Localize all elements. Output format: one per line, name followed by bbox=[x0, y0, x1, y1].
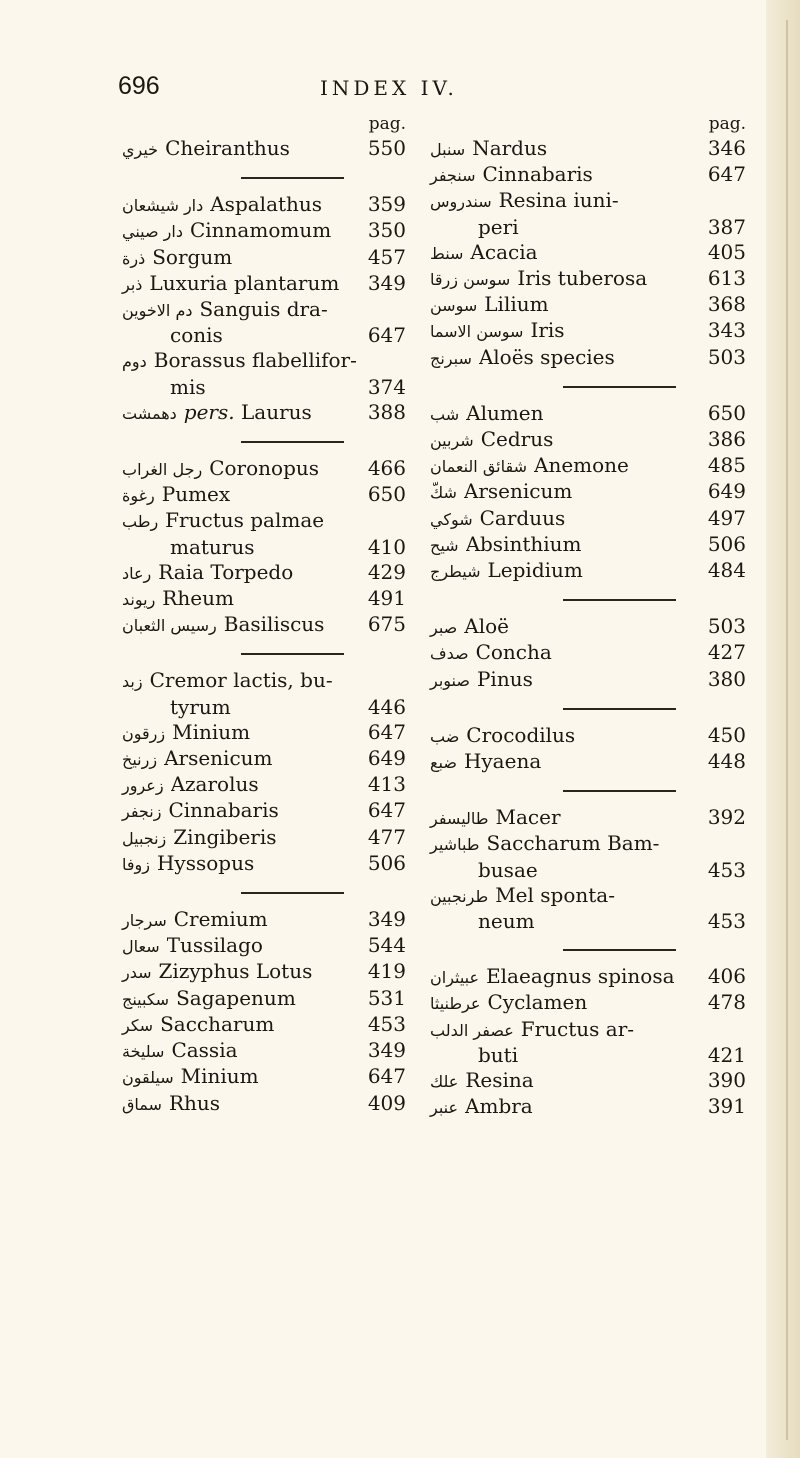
index-entry bbox=[430, 1094, 746, 1120]
page-ref: 649 bbox=[367, 746, 406, 771]
index-entry bbox=[122, 851, 406, 877]
arabic-term: طرنجبين bbox=[430, 886, 489, 906]
arabic-term: سكبينج bbox=[122, 989, 170, 1009]
latin-term: tyrum bbox=[170, 694, 231, 719]
arabic-term: سنجفر bbox=[430, 166, 476, 186]
page-ref: 466 bbox=[367, 456, 406, 481]
index-entry bbox=[122, 136, 406, 162]
latin-term: Cinnabaris bbox=[168, 798, 279, 823]
arabic-term: صنوبر bbox=[430, 670, 470, 690]
latin-term: Iris tuberosa bbox=[517, 266, 648, 291]
arabic-term: سليخة bbox=[122, 1042, 165, 1062]
index-entry bbox=[122, 508, 406, 534]
index-entry bbox=[430, 883, 746, 909]
latin-term: Fructus palmae bbox=[165, 508, 325, 533]
page-number: 696 bbox=[118, 72, 160, 100]
arabic-term: سدر bbox=[122, 963, 152, 983]
index-entry bbox=[430, 667, 746, 693]
page-ref: 409 bbox=[367, 1090, 406, 1115]
arabic-term: زنجفر bbox=[122, 802, 162, 822]
arabic-term: سماق bbox=[122, 1094, 162, 1114]
index-entry-continuation bbox=[122, 323, 406, 348]
latin-term: Macer bbox=[495, 805, 561, 830]
arabic-term: سبرنج bbox=[430, 348, 472, 368]
page-ref: 649 bbox=[707, 479, 746, 504]
arabic-term: شقائق النعمان bbox=[430, 457, 527, 477]
arabic-term: دار شيشعان bbox=[122, 196, 204, 216]
arabic-term: ذبر bbox=[122, 274, 143, 294]
index-entry bbox=[430, 240, 746, 266]
page-ref: 485 bbox=[707, 453, 746, 478]
index-entry bbox=[122, 218, 406, 244]
index-entry bbox=[122, 400, 406, 426]
arabic-term: شكّ bbox=[430, 483, 457, 503]
index-entry bbox=[430, 188, 746, 214]
section-separator bbox=[430, 934, 746, 964]
arabic-term: سنبل bbox=[430, 140, 466, 159]
page-ref: 448 bbox=[707, 749, 746, 774]
arabic-term: رسيس الثعبان bbox=[122, 616, 217, 636]
latin-term: Ambra bbox=[465, 1094, 533, 1119]
index-entry bbox=[122, 798, 406, 824]
latin-term: Basiliscus bbox=[223, 612, 325, 637]
arabic-term: خيري bbox=[122, 140, 159, 159]
index-entry bbox=[430, 964, 746, 990]
index-entry bbox=[122, 586, 406, 612]
index-entry bbox=[122, 560, 406, 586]
arabic-term: زبد bbox=[122, 672, 143, 692]
index-entry bbox=[122, 245, 406, 271]
latin-term: Rheum bbox=[162, 586, 234, 611]
page-ref: 647 bbox=[367, 1064, 406, 1089]
page-ref: 503 bbox=[707, 614, 746, 639]
page-ref: 531 bbox=[367, 985, 406, 1010]
arabic-term: صبر bbox=[430, 618, 458, 638]
arabic-term: عصفر الدلب bbox=[430, 1020, 514, 1040]
page-ref: 406 bbox=[707, 964, 746, 989]
latin-term: Resina bbox=[465, 1068, 534, 1093]
arabic-term: دهمشت bbox=[122, 403, 177, 423]
latin-term: Arsenicum bbox=[164, 746, 273, 771]
page-ref: 405 bbox=[707, 239, 746, 264]
arabic-term: دم الاخوين bbox=[122, 301, 193, 321]
latin-term: Crocodilus bbox=[466, 722, 576, 747]
latin-term: Saccharum Bam- bbox=[486, 831, 660, 856]
arabic-term: ريوند bbox=[122, 590, 156, 610]
page-ref: 391 bbox=[707, 1094, 746, 1119]
index-entry bbox=[122, 772, 406, 798]
index-entry bbox=[122, 297, 406, 323]
latin-term: Zizyphus Lotus bbox=[158, 959, 313, 984]
latin-term: maturus bbox=[170, 534, 255, 559]
arabic-term: رغوة bbox=[122, 486, 155, 506]
index-entry bbox=[122, 907, 406, 933]
page-ref: 413 bbox=[367, 772, 406, 797]
index-entry-continuation bbox=[430, 858, 746, 883]
index-column-right bbox=[430, 112, 746, 1121]
pag-label: pag. bbox=[708, 114, 746, 134]
arabic-term: رجل الغراب bbox=[122, 460, 203, 480]
index-entry bbox=[122, 668, 406, 694]
latin-term: Cedrus bbox=[480, 427, 554, 452]
latin-term: busae bbox=[478, 857, 538, 882]
arabic-term: سيلقون bbox=[122, 1068, 174, 1088]
index-entry bbox=[430, 266, 746, 292]
arabic-term: زنجبيل bbox=[122, 828, 167, 848]
latin-term: Sorgum bbox=[152, 244, 233, 269]
page-ref: 675 bbox=[367, 612, 406, 637]
latin-term: Minium bbox=[172, 719, 251, 744]
arabic-term: طاليسفر bbox=[430, 809, 489, 829]
index-entry bbox=[430, 990, 746, 1016]
section-separator bbox=[122, 877, 406, 907]
index-entry bbox=[430, 723, 746, 749]
index-entry bbox=[122, 456, 406, 482]
latin-term: Cremor lactis, bu- bbox=[149, 668, 333, 693]
arabic-term: سوسن الاسما bbox=[430, 322, 524, 342]
latin-term: Hyssopus bbox=[156, 850, 255, 875]
index-entry bbox=[430, 532, 746, 558]
index-entry bbox=[122, 271, 406, 297]
page-ref: 429 bbox=[367, 559, 406, 584]
pag-label: pag. bbox=[368, 114, 406, 134]
page-ref: 349 bbox=[367, 270, 406, 295]
latin-term: Pumex bbox=[161, 482, 231, 507]
page-ref: 544 bbox=[367, 933, 406, 958]
arabic-term: سعال bbox=[122, 937, 160, 957]
arabic-term: ضبع bbox=[430, 753, 457, 773]
index-entry-continuation bbox=[122, 375, 406, 400]
section-separator bbox=[430, 693, 746, 723]
page-ref: 484 bbox=[707, 558, 746, 583]
index-entry bbox=[430, 506, 746, 532]
arabic-term: زوفا bbox=[122, 854, 150, 874]
page-ref: 491 bbox=[367, 586, 406, 611]
latin-term: Cyclamen bbox=[487, 990, 588, 1015]
latin-term: Cinnamomum bbox=[189, 218, 332, 243]
section-separator bbox=[430, 584, 746, 614]
arabic-term: صدف bbox=[430, 644, 469, 664]
index-entry bbox=[430, 558, 746, 584]
index-entry bbox=[430, 614, 746, 640]
index-column-left bbox=[122, 112, 406, 1117]
latin-term: buti bbox=[478, 1042, 519, 1067]
arabic-term: عرطنيثا bbox=[430, 994, 481, 1014]
section-separator bbox=[430, 371, 746, 401]
arabic-term: شيطرج bbox=[430, 562, 481, 582]
arabic-term: شربين bbox=[430, 431, 474, 451]
arabic-term: ضب bbox=[430, 726, 460, 746]
page-ref: 346 bbox=[707, 136, 746, 160]
index-entry bbox=[122, 1064, 406, 1090]
page-ref: 650 bbox=[707, 400, 746, 425]
page-ref: 453 bbox=[707, 857, 746, 882]
page-ref: 506 bbox=[367, 850, 406, 875]
index-entry bbox=[122, 986, 406, 1012]
page-ref: 477 bbox=[367, 824, 406, 849]
section-separator bbox=[122, 638, 406, 668]
latin-term: Coronopus bbox=[209, 456, 320, 481]
section-separator bbox=[122, 426, 406, 456]
index-entry bbox=[430, 162, 746, 188]
index-entry bbox=[430, 453, 746, 479]
index-entry bbox=[122, 482, 406, 508]
index-entry bbox=[430, 427, 746, 453]
index-entry-continuation bbox=[430, 909, 746, 934]
running-head: INDEX IV. bbox=[320, 76, 458, 100]
latin-term: Mel sponta- bbox=[495, 882, 615, 907]
page-ref: 550 bbox=[367, 136, 406, 160]
latin-term: Luxuria plantarum bbox=[149, 270, 340, 295]
index-entry bbox=[122, 192, 406, 218]
latin-term: Anemone bbox=[534, 453, 629, 478]
section-separator bbox=[430, 775, 746, 805]
latin-term: Rhus bbox=[168, 1090, 221, 1115]
page-ref: 647 bbox=[367, 719, 406, 744]
page-edge bbox=[766, 0, 800, 1458]
page-ref: 478 bbox=[707, 990, 746, 1015]
latin-term: Alumen bbox=[466, 400, 544, 425]
page-ref: 387 bbox=[707, 214, 746, 239]
index-entry bbox=[430, 479, 746, 505]
page-ref: 349 bbox=[367, 1038, 406, 1063]
latin-term: Cinnabaris bbox=[482, 162, 593, 187]
index-entry bbox=[122, 1091, 406, 1117]
latin-term: Raia Torpedo bbox=[158, 559, 294, 584]
section-separator bbox=[122, 162, 406, 192]
index-entry bbox=[122, 933, 406, 959]
index-entry bbox=[122, 959, 406, 985]
index-entry-continuation bbox=[122, 535, 406, 560]
latin-term: Absinthium bbox=[465, 531, 582, 556]
page-ref: 506 bbox=[707, 531, 746, 556]
index-entry-continuation bbox=[122, 695, 406, 720]
latin-term: Minium bbox=[180, 1064, 259, 1089]
index-entry bbox=[430, 1017, 746, 1043]
latin-term: Cheiranthus bbox=[165, 136, 290, 160]
page-ref: 453 bbox=[707, 909, 746, 934]
page-ref: 647 bbox=[367, 798, 406, 823]
arabic-term: شب bbox=[430, 404, 460, 424]
page-ref: 386 bbox=[707, 427, 746, 452]
page-ref: 392 bbox=[707, 805, 746, 830]
page-ref: 497 bbox=[707, 505, 746, 530]
index-entry bbox=[122, 612, 406, 638]
index-entry bbox=[430, 136, 746, 162]
page-ref: 650 bbox=[367, 482, 406, 507]
arabic-term: عبيثران bbox=[430, 968, 480, 988]
arabic-term: رطب bbox=[122, 512, 159, 532]
latin-term: mis bbox=[170, 374, 206, 399]
arabic-term: شيح bbox=[430, 535, 459, 555]
index-entry bbox=[122, 348, 406, 374]
page-ref: 368 bbox=[707, 292, 746, 317]
latin-term: Zingiberis bbox=[173, 824, 277, 849]
arabic-term: سندروس bbox=[430, 192, 492, 212]
page-ref: 446 bbox=[367, 694, 406, 719]
index-entry bbox=[430, 401, 746, 427]
latin-term: Saccharum bbox=[160, 1011, 275, 1036]
latin-term: Sanguis dra- bbox=[199, 297, 328, 322]
arabic-term: دوم bbox=[122, 352, 147, 372]
latin-term: pers. Laurus bbox=[183, 399, 312, 424]
latin-term: Cassia bbox=[171, 1038, 238, 1063]
latin-term: Lilium bbox=[484, 292, 549, 317]
page-ref: 419 bbox=[367, 959, 406, 984]
latin-term: Arsenicum bbox=[463, 479, 573, 504]
latin-term: Fructus ar- bbox=[520, 1016, 635, 1041]
page-ref: 359 bbox=[367, 192, 406, 217]
latin-term: Aspalathus bbox=[210, 192, 323, 217]
latin-term: Cremium bbox=[173, 907, 268, 932]
index-entry bbox=[430, 318, 746, 344]
arabic-term: سوسن زرقا bbox=[430, 270, 511, 290]
page-ref: 410 bbox=[367, 534, 406, 559]
index-entry bbox=[122, 1012, 406, 1038]
arabic-term: عنبر bbox=[430, 1098, 459, 1118]
page-header bbox=[118, 72, 678, 106]
latin-term: Aloës species bbox=[478, 344, 615, 369]
latin-term: Azarolus bbox=[170, 772, 259, 797]
latin-term: Elaeagnus spinosa bbox=[486, 964, 675, 989]
page-ref: 503 bbox=[707, 344, 746, 369]
latin-term: Acacia bbox=[470, 239, 538, 264]
arabic-term: طباشير bbox=[430, 835, 480, 855]
index-entry-continuation bbox=[430, 1043, 746, 1068]
page-ref: 457 bbox=[367, 244, 406, 269]
latin-term: Nardus bbox=[472, 136, 548, 160]
latin-term: Concha bbox=[475, 640, 552, 665]
latin-term: Borassus flabellifor- bbox=[153, 348, 357, 373]
latin-term: Carduus bbox=[479, 505, 566, 530]
index-entry bbox=[430, 831, 746, 857]
arabic-term: شوكي bbox=[430, 509, 473, 529]
arabic-term: زرقون bbox=[122, 723, 166, 743]
page-ref: 390 bbox=[707, 1068, 746, 1093]
index-entry bbox=[122, 720, 406, 746]
latin-term: Tussilago bbox=[166, 933, 263, 958]
index-entry bbox=[122, 825, 406, 851]
page-ref: 453 bbox=[367, 1011, 406, 1036]
index-entry-continuation bbox=[430, 215, 746, 240]
index-entry bbox=[430, 805, 746, 831]
latin-term: Iris bbox=[530, 318, 565, 343]
index-entry bbox=[430, 1068, 746, 1094]
arabic-term: سوسن bbox=[430, 296, 478, 316]
arabic-term: زعرور bbox=[122, 776, 164, 796]
index-entry bbox=[430, 292, 746, 318]
page-ref: 427 bbox=[707, 640, 746, 665]
latin-term: neum bbox=[478, 909, 535, 934]
page-ref: 380 bbox=[707, 666, 746, 691]
page-edge-line bbox=[786, 20, 788, 1440]
arabic-term: زرنيخ bbox=[122, 750, 158, 770]
index-entry bbox=[430, 749, 746, 775]
index-entry bbox=[430, 345, 746, 371]
arabic-term: سكر bbox=[122, 1015, 154, 1035]
page-ref: 647 bbox=[707, 162, 746, 187]
latin-term: Pinus bbox=[476, 666, 533, 691]
index-entry bbox=[430, 640, 746, 666]
latin-term: Sagapenum bbox=[176, 985, 296, 1010]
page-ref: 374 bbox=[367, 374, 406, 399]
latin-term: conis bbox=[170, 323, 223, 348]
latin-term: Resina iuni- bbox=[498, 188, 619, 213]
arabic-term: سنط bbox=[430, 243, 464, 263]
page-ref: 350 bbox=[367, 218, 406, 243]
page-ref: 343 bbox=[707, 318, 746, 343]
page-ref: 613 bbox=[707, 266, 746, 291]
page-ref: 421 bbox=[707, 1042, 746, 1067]
latin-term: Lepidium bbox=[487, 558, 583, 583]
index-entry bbox=[122, 746, 406, 772]
arabic-term: ذرة bbox=[122, 248, 146, 268]
arabic-term: دار صيني bbox=[122, 222, 183, 242]
page-ref: 349 bbox=[367, 907, 406, 932]
arabic-term: سرجار bbox=[122, 911, 167, 931]
page-ref: 450 bbox=[707, 722, 746, 747]
arabic-term: رعاد bbox=[122, 563, 152, 583]
latin-term: peri bbox=[478, 214, 519, 239]
page-ref: 647 bbox=[367, 323, 406, 348]
latin-term: Aloë bbox=[464, 614, 509, 639]
page-ref: 388 bbox=[367, 399, 406, 424]
latin-term: Hyaena bbox=[463, 749, 542, 774]
arabic-term: علك bbox=[430, 1072, 459, 1092]
index-entry bbox=[122, 1038, 406, 1064]
